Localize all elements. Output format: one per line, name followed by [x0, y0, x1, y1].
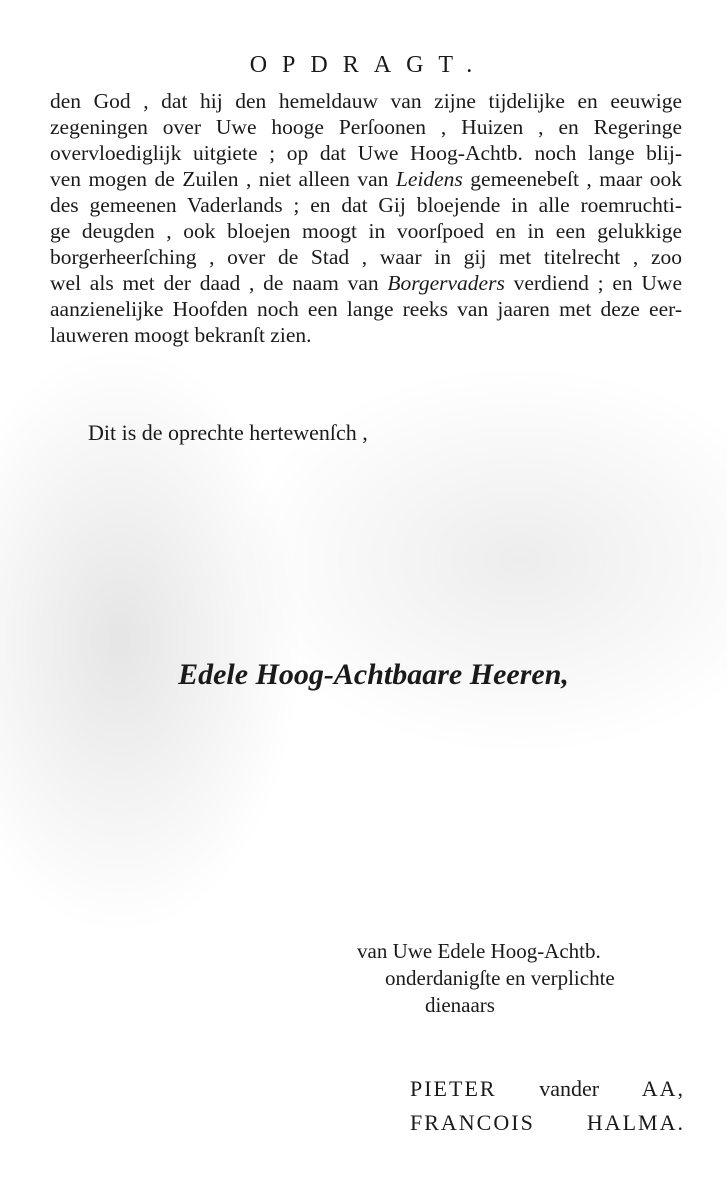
text-line	[50, 192, 682, 218]
signature-line-1: van Uwe Edele Hoog-Achtb.	[357, 939, 601, 963]
signature-block	[357, 938, 615, 1019]
text-segment: zegeningen over Uwe hooge Perſoonen , Huizen , en Regeringe	[50, 115, 682, 139]
text-segment: verdiend ; en Uwe	[504, 271, 682, 295]
dedication-body	[50, 88, 682, 348]
text-line	[50, 296, 682, 322]
text-line	[50, 244, 682, 270]
text-segment: overvloediglijk uitgiete ; op dat Uwe Hoog-Achtb. noch lange blij-	[50, 141, 682, 165]
text-segment: ven mogen de Zuilen , niet alleen van	[50, 167, 396, 191]
text-line	[50, 218, 682, 244]
text-line	[50, 88, 682, 114]
italic-term: Borgervaders	[387, 271, 505, 295]
signature-line-2: onderdanigſte en verplichte	[385, 966, 615, 990]
running-head: OPDRAGT.	[249, 52, 488, 78]
text-line	[50, 322, 682, 348]
text-segment: wel als met der daad , de naam van	[50, 271, 388, 295]
signer-row	[410, 1072, 685, 1106]
text-segment: ge deugden , ook bloejen moogt in voorſpoed en in een gelukkige	[50, 219, 682, 243]
signature-line-3: dienaars	[425, 993, 495, 1017]
signer-last-name: AA,	[641, 1076, 685, 1101]
text-segment: des gemeenen Vaderlands ; en dat Gij bloejende in alle roemruchti-	[50, 193, 682, 217]
signer-last-name: HALMA.	[586, 1110, 685, 1135]
text-line	[50, 270, 682, 296]
signer-first-name: FRANCOIS	[410, 1110, 535, 1135]
text-segment: gemeenebeſt , maar ook	[462, 167, 682, 191]
text-line	[50, 140, 682, 166]
signer-row	[410, 1106, 685, 1140]
text-segment: borgerheerſching , over de Stad , waar in gij met titelrecht , zoo	[50, 245, 682, 269]
italic-term: Leidens	[395, 167, 463, 191]
text-segment: den God , dat hij den hemeldauw van zijne tijdelijke en eeuwige	[50, 89, 682, 113]
text-segment: aanzienelijke Hoofden noch een lange reeks van jaaren met deze eer-	[50, 297, 682, 321]
signer-particle: vander	[539, 1076, 600, 1101]
salutation: Edele Hoog-Achtbaare Heeren,	[178, 658, 569, 691]
signer-first-name: PIETER	[410, 1076, 497, 1101]
signers	[410, 1072, 685, 1140]
closing-line: Dit is de oprechte hertewenſch ,	[88, 420, 368, 445]
text-segment: lauweren moogt bekranſt zien.	[50, 323, 312, 347]
text-line	[50, 166, 682, 192]
text-line	[50, 114, 682, 140]
